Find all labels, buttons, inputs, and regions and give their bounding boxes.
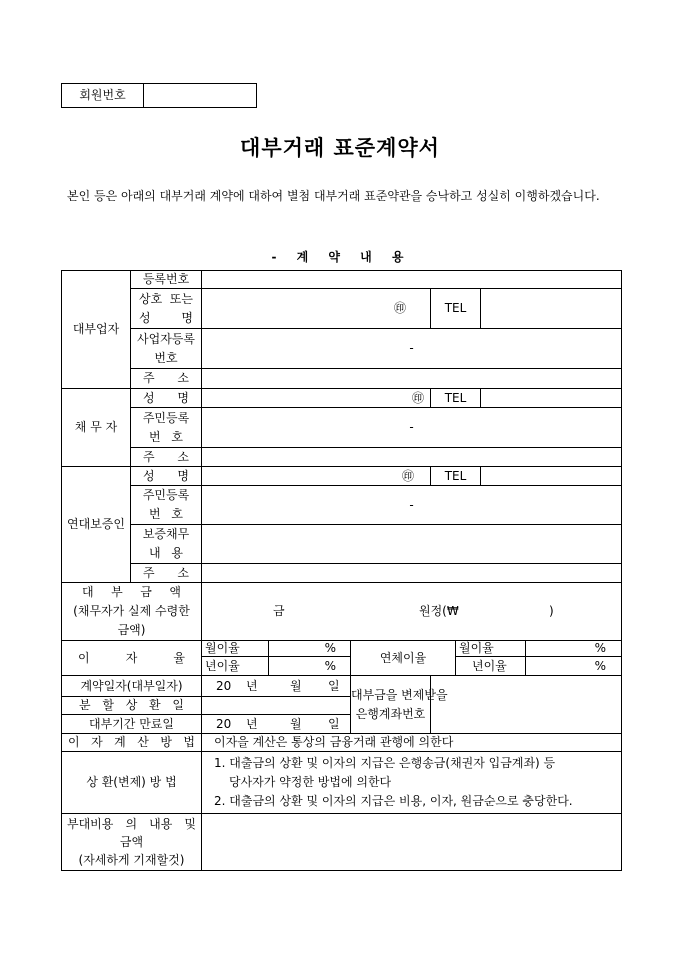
date-day-unit: 일 xyxy=(328,716,340,731)
repayment-line-1: 1. 대출금의 상환 및 이자의 지급은 은행송금(채권자 입금계좌) 등 xyxy=(214,756,556,770)
lender-business-no-label xyxy=(131,329,202,369)
contract-date-field[interactable] xyxy=(202,676,351,697)
lender-address-field[interactable] xyxy=(202,369,622,389)
guarantor-guarantee-label-line2: 내 용 xyxy=(149,546,183,560)
guarantor-guarantee-label xyxy=(131,525,202,564)
incidental-costs-label-line2: 금액 xyxy=(119,835,144,849)
installment-date-label: 분 할 상 환 일 xyxy=(62,697,202,715)
loan-amount-label-line2: (채무자가 실제 수령한 xyxy=(73,604,190,618)
incidental-costs-label xyxy=(62,814,202,871)
lender-address-label: 주 소 xyxy=(131,369,202,389)
percent-sign: % xyxy=(324,641,336,655)
date-month-unit: 월 xyxy=(290,716,302,731)
lender-business-no-dash: - xyxy=(409,341,414,355)
debtor-address-field[interactable] xyxy=(202,448,622,467)
seal-icon: ㊞ xyxy=(401,468,414,483)
lender-name-label-line1: 상호 또는 xyxy=(139,291,193,306)
debtor-group-label: 채 무 자 xyxy=(62,389,131,467)
repayment-label: 상 환(변제) 방 법 xyxy=(62,752,202,814)
member-number-box xyxy=(61,83,257,108)
bank-account-label xyxy=(351,676,448,734)
lender-name-label xyxy=(131,289,202,329)
loan-amount-field[interactable] xyxy=(202,583,622,641)
interest-calc-label: 이 자 계 산 방 법 xyxy=(62,734,202,752)
overdue-annual-rate-field[interactable] xyxy=(526,657,622,676)
guarantor-tel-field[interactable] xyxy=(481,467,622,486)
guarantor-guarantee-label-line1: 보증채무 xyxy=(142,527,190,541)
percent-sign: % xyxy=(324,658,336,673)
date-year-prefix: 20 xyxy=(216,678,232,693)
installment-date-field[interactable] xyxy=(202,697,351,715)
lender-tel-field[interactable] xyxy=(481,289,622,329)
date-year-unit: 년 xyxy=(246,716,258,731)
interest-calc-text: 이자을 계산은 통상의 금융거래 관행에 의한다 xyxy=(202,734,622,752)
guarantor-resident-no-label-line1: 주민등록 xyxy=(142,488,190,502)
annual-rate-field[interactable] xyxy=(269,657,351,676)
debtor-tel-label: TEL xyxy=(431,389,481,408)
maturity-date-field[interactable] xyxy=(202,715,351,734)
debtor-resident-no-label-line1: 주민등록 xyxy=(142,410,190,425)
overdue-monthly-rate-label: 월이율 xyxy=(456,641,526,657)
seal-icon: ㊞ xyxy=(411,390,424,405)
guarantor-group-label: 연대보증인 xyxy=(62,467,131,583)
debtor-name-field[interactable] xyxy=(202,389,431,408)
member-number-field[interactable] xyxy=(144,84,256,107)
repayment-text xyxy=(202,752,622,814)
guarantor-address-field[interactable] xyxy=(202,564,622,583)
interest-rate-label: 이 자 율 xyxy=(62,641,202,676)
bank-account-label-line1: 대부금을 변제받을 xyxy=(351,687,448,702)
lender-registration-field[interactable] xyxy=(202,271,622,289)
guarantor-name-label: 성 명 xyxy=(131,467,202,486)
debtor-resident-no-label xyxy=(131,408,202,448)
percent-sign: % xyxy=(594,658,607,673)
incidental-costs-label-line3: (자세하게 기재할것) xyxy=(78,853,185,867)
date-year-unit: 년 xyxy=(246,678,258,693)
loan-amount-close: ) xyxy=(549,604,554,618)
contract-table xyxy=(61,270,622,871)
bank-account-field[interactable] xyxy=(431,676,622,734)
debtor-address-label: 주 소 xyxy=(131,448,202,467)
repayment-line-3: 2. 대출금의 상환 및 이자의 지급은 비용, 이자, 원금순으로 충당한다. xyxy=(214,794,573,808)
repayment-line-2: 당사자가 약정한 방법에 의한다 xyxy=(229,775,392,789)
loan-amount-won-label: 원정(₩ xyxy=(419,604,459,618)
overdue-rate-label: 연체이율 xyxy=(351,641,456,676)
guarantor-resident-no-label xyxy=(131,486,202,525)
contract-date-label: 계약일자(대부일자) xyxy=(62,676,202,697)
guarantor-name-field[interactable] xyxy=(202,467,431,486)
date-month-unit: 월 xyxy=(290,678,302,693)
date-day-unit: 일 xyxy=(328,678,340,693)
guarantor-resident-no-field[interactable] xyxy=(202,486,622,525)
lender-name-field[interactable] xyxy=(202,289,431,329)
overdue-annual-rate-label: 년이율 xyxy=(456,657,526,676)
bank-account-label-line2: 은행계좌번호 xyxy=(355,706,426,721)
debtor-resident-no-dash: - xyxy=(409,420,414,434)
guarantor-guarantee-field[interactable] xyxy=(202,525,622,564)
loan-amount-label-line1: 대 부 금 액 xyxy=(82,585,181,599)
overdue-monthly-rate-field[interactable] xyxy=(526,641,622,657)
date-year-prefix: 20 xyxy=(216,716,232,731)
monthly-rate-field[interactable] xyxy=(269,641,351,657)
loan-amount-label xyxy=(62,583,202,641)
debtor-tel-field[interactable] xyxy=(481,389,622,408)
guarantor-tel-label: TEL xyxy=(431,467,481,486)
member-number-label: 회원번호 xyxy=(62,84,144,107)
document-title: 대부거래 표준계약서 xyxy=(240,135,440,160)
annual-rate-label: 년이율 xyxy=(202,657,269,676)
lender-registration-label: 등록번호 xyxy=(131,271,202,289)
loan-amount-label-line3: 금액) xyxy=(117,623,146,637)
lender-business-no-label-line1: 사업자등록 xyxy=(137,331,195,346)
guarantor-resident-no-dash: - xyxy=(409,497,414,512)
seal-icon: ㊞ xyxy=(393,301,406,315)
lender-group-label: 대부업자 xyxy=(62,271,131,389)
section-title: - 계 약 내 용 xyxy=(271,250,409,264)
lender-tel-label: TEL xyxy=(431,289,481,329)
loan-amount-prefix: 금 xyxy=(273,604,285,618)
maturity-date-label: 대부기간 만료일 xyxy=(62,715,202,734)
guarantor-address-label: 주 소 xyxy=(131,564,202,583)
lender-name-label-line2: 성 명 xyxy=(139,310,193,325)
intro-paragraph: 본인 등은 아래의 대부거래 계약에 대하여 별첨 대부거래 표준약관을 승낙하고 성실히 이행하겠습니다. xyxy=(67,189,600,203)
incidental-costs-field[interactable] xyxy=(202,814,622,871)
debtor-resident-no-label-line2: 번 호 xyxy=(149,429,183,444)
monthly-rate-label: 월이율 xyxy=(202,641,269,657)
incidental-costs-label-line1: 부대비용 의 내용 및 xyxy=(67,817,196,831)
percent-sign: % xyxy=(594,641,607,655)
lender-business-no-field[interactable] xyxy=(202,329,622,369)
lender-business-no-label-line2: 번호 xyxy=(154,350,178,365)
debtor-resident-no-field[interactable] xyxy=(202,408,622,448)
debtor-name-label: 성 명 xyxy=(131,389,202,408)
guarantor-resident-no-label-line2: 번 호 xyxy=(149,507,183,521)
